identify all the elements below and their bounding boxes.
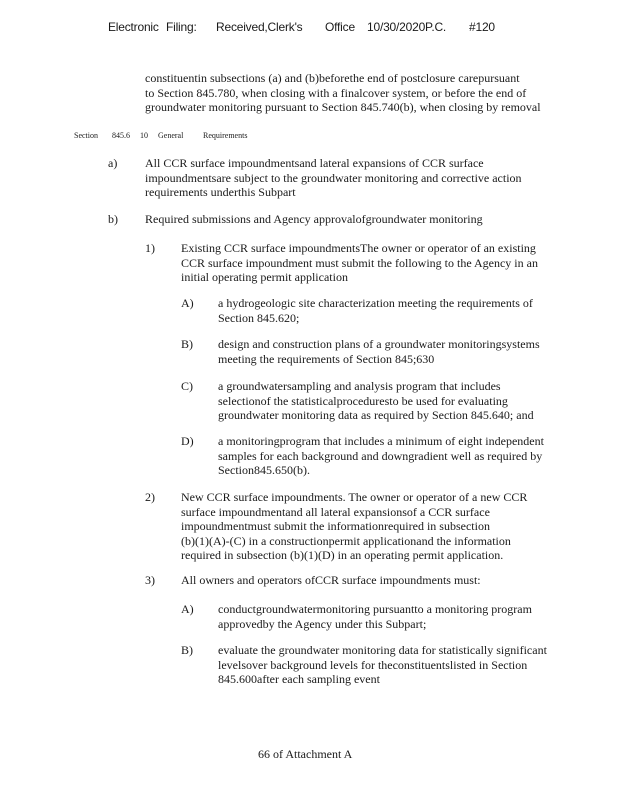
item-line: evaluate the groundwater monitoring data for statistically significant: [218, 643, 547, 657]
item-a-label: a): [108, 156, 118, 170]
item-line: Existing CCR surface impoundmentsThe owner or operator of an existing: [181, 241, 536, 255]
intro-line: to Section 845.780, when closing with a finalcover system, or before the end of: [145, 85, 527, 100]
item-line: New CCR surface impoundments. The owner or operator of a new CCR: [181, 490, 528, 504]
item-b3A-text: [218, 602, 532, 631]
item-a-text: [145, 156, 522, 200]
intro-paragraph: [145, 71, 541, 115]
item-line: a hydrogeologic site characterization meeting the requirements of: [218, 296, 533, 310]
page-footer: 66 of Attachment A: [258, 747, 353, 761]
item-b2-text: [181, 490, 527, 563]
item-line: requirements underthis Subpart: [145, 185, 296, 199]
item-b3B-label: B): [181, 643, 193, 657]
item-b-label: b): [108, 212, 118, 226]
item-line: a groundwatersampling and analysis program that includes: [218, 379, 501, 393]
item-b1C-text: [218, 379, 534, 423]
item-b1-label: 1): [145, 241, 155, 255]
intro-line: groundwater monitoring pursuant to Section 845.740(b), when closing by removal: [145, 100, 541, 114]
item-line: groundwater monitoring data as required by Section 845.640; and: [218, 408, 534, 422]
intro-line: constituentin subsections (a) and (b)beforethe end of postclosure carepursuant: [145, 71, 520, 85]
section-number-suffix: 10: [140, 131, 148, 140]
item-b3-text: [181, 573, 481, 588]
item-b3A-label: A): [181, 602, 194, 616]
item-b1B-label: B): [181, 337, 193, 351]
item-b3-label: 3): [145, 573, 155, 587]
section-number: 845.6: [112, 131, 130, 140]
item-line: impoundmentsare subject to the groundwater monitoring and corrective action: [145, 170, 522, 185]
item-line: initial operating permit application: [181, 270, 348, 284]
section-requirements: Requirements: [203, 131, 248, 140]
item-line: All CCR surface impoundmentsand lateral expansions of CCR surface: [145, 156, 484, 170]
item-line: Section 845.620;: [218, 310, 300, 325]
item-line: a monitoringprogram that includes a minimum of eight independent: [218, 434, 544, 448]
item-b1D-label: D): [181, 434, 194, 448]
header-filing: Filing:: [166, 20, 197, 34]
item-line: approvedby the Agency under this Subpart;: [218, 616, 427, 631]
item-b3B-text: [218, 643, 547, 687]
item-b1A-label: A): [181, 296, 194, 310]
item-b1B-text: [218, 337, 540, 366]
item-line: design and construction plans of a groundwater monitoringsystems: [218, 337, 540, 351]
item-b2-label: 2): [145, 490, 155, 504]
item-line: Section845.650(b).: [218, 463, 310, 477]
item-b-text: [145, 212, 483, 227]
item-line: surface impoundmentand all lateral expansionsof a CCR surface: [181, 504, 490, 519]
item-line: impoundmentmust submit the informationrequired in subsection: [181, 519, 490, 533]
item-line: conductgroundwatermonitoring pursuantto a monitoring program: [218, 602, 532, 616]
item-b1-text: [181, 241, 538, 285]
item-line: levelsover background levels for theconstituentslisted in Section: [218, 657, 528, 672]
header-received: Received,Clerk's: [216, 20, 303, 34]
item-line: Required submissions and Agency approvalofgroundwater monitoring: [145, 212, 483, 226]
section-word: Section: [74, 131, 98, 140]
header-number: #120: [469, 20, 495, 34]
item-line: (b)(1)(A)-(C) in a constructionpermit applicationand the information: [181, 533, 511, 548]
item-line: samples for each background and downgradient well as required by: [218, 448, 543, 463]
item-line: All owners and operators ofCCR surface impoundments must:: [181, 573, 481, 587]
item-line: selectionof the statisticalproceduresto be used for evaluating: [218, 393, 508, 408]
item-b1A-text: [218, 296, 533, 325]
item-line: meeting the requirements of Section 845;630: [218, 351, 435, 366]
item-line: 845.600after each sampling event: [218, 672, 380, 686]
item-b1D-text: [218, 434, 544, 478]
item-line: required in subsection (b)(1)(D) in an operating permit application.: [181, 548, 504, 562]
item-line: CCR surface impoundment must submit the following to the Agency in an: [181, 255, 538, 270]
item-b1C-label: C): [181, 379, 193, 393]
header-date: 10/30/2020P.C.: [367, 20, 447, 34]
header-electronic: Electronic: [108, 20, 159, 34]
section-general: General: [158, 131, 184, 140]
header-office: Office: [325, 20, 355, 34]
